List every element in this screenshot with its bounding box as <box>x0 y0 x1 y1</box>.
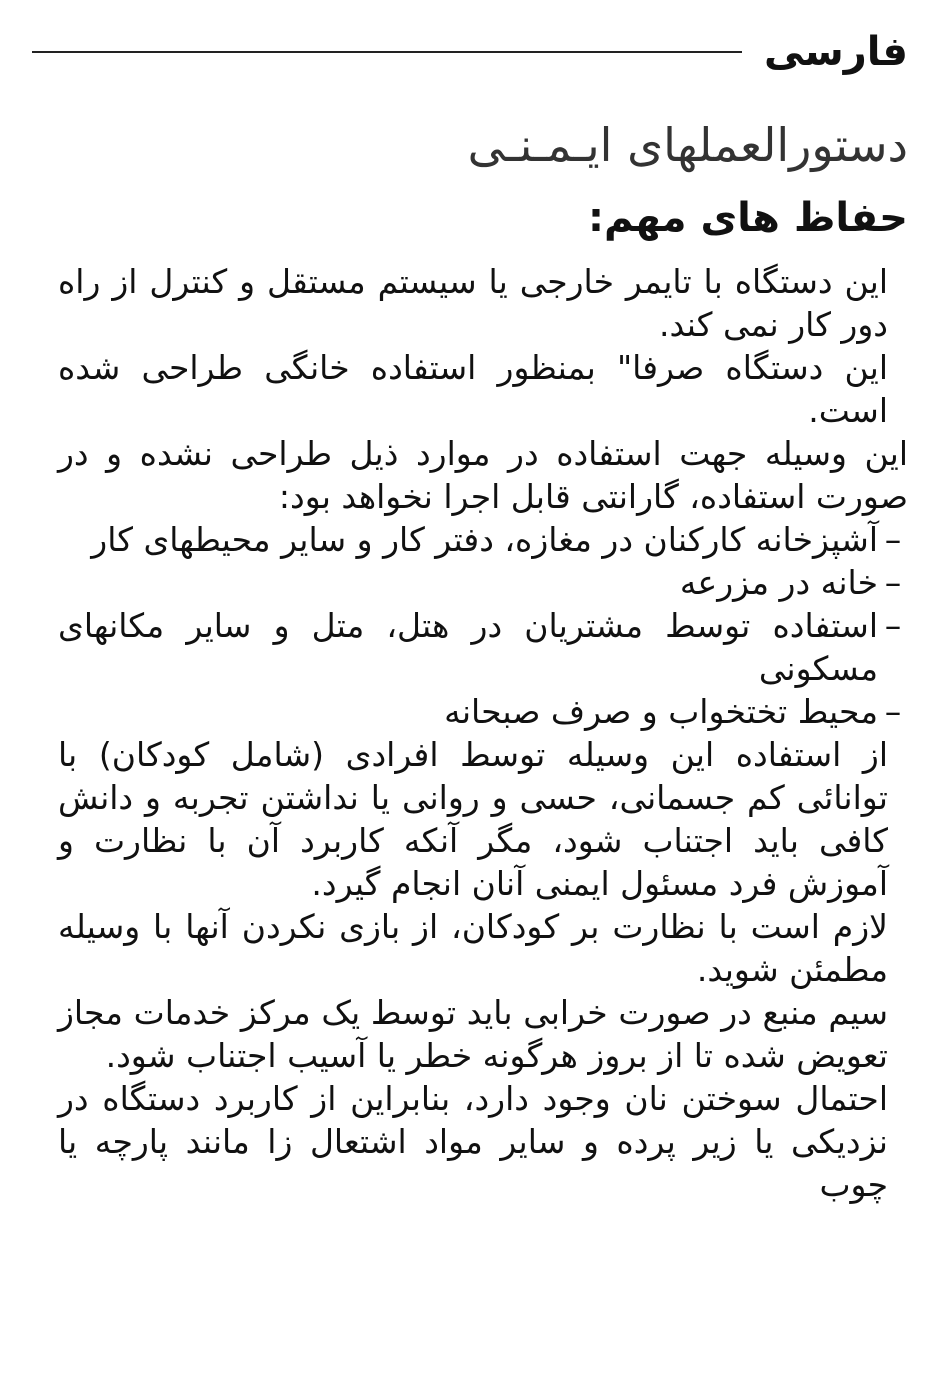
paragraph-5: لازم است با نظارت بر کودکان، از بازی نکردن آنها با وسیله مطمئن شوید. <box>58 907 888 989</box>
bullet-dash: – <box>884 563 902 602</box>
list-item <box>58 690 908 733</box>
bullet-text: محیط تختخواب و صرف صبحانه <box>444 692 878 731</box>
header-divider <box>32 51 742 53</box>
paragraph-6: سیم منبع در صورت خرابی باید توسط یک مرکز خدمات مجاز تعویض شده تا از بروز هرگونه خطر یا آسیب اجتناب شود. <box>58 993 888 1075</box>
bullet-dash: – <box>884 606 902 645</box>
bullet-dash: – <box>884 692 902 731</box>
body-text <box>58 260 908 1206</box>
section-header <box>32 22 908 82</box>
paragraph-7: احتمال سوختن نان وجود دارد، بنابراین از کاربرد دستگاه در نزدیکی یا زیر پرده و سایر مواد اشتعال زا مانند پارچه یا چوب <box>58 1079 888 1204</box>
list-item <box>58 561 908 604</box>
section-subtitle: حفاظ های مهم: <box>588 195 908 241</box>
paragraph-2: این دستگاه صرفا" بمنظور استفاده خانگی طراحی شده است. <box>58 348 888 430</box>
paragraph-4: از استفاده این وسیله توسط افرادی (شامل کودکان) با توانائی کم جسمانی، حسی و روانی یا نداشتن تجربه و دانش کافی باید اجتناب شود، مگر آنکه کاربرد آن با نظارت و آموزش فرد مسئول ایمنی آنان انجام گیرد. <box>58 735 888 903</box>
paragraph-3: این وسیله جهت استفاده در موارد ذیل طراحی نشده و در صورت استفاده، گارانتی قابل اجرا نخواهد بود: <box>58 434 908 516</box>
list-item <box>58 518 908 561</box>
bullet-text: استفاده توسط مشتریان در هتل، متل و سایر مکانهای مسکونی <box>58 606 878 688</box>
language-label: فارسی <box>763 29 908 75</box>
list-item <box>58 604 908 690</box>
bullet-text: خانه در مزرعه <box>679 563 878 602</box>
page-title: دستورالعملهای ایـمـنـی <box>467 118 908 172</box>
bullet-dash: – <box>884 520 902 559</box>
bullet-text: آشپزخانه کارکنان در مغازه، دفتر کار و سایر محیطهای کار <box>91 520 878 559</box>
paragraph-1: این دستگاه با تایمر خارجی یا سیستم مستقل و کنترل از راه دور کار نمی کند. <box>58 262 888 344</box>
